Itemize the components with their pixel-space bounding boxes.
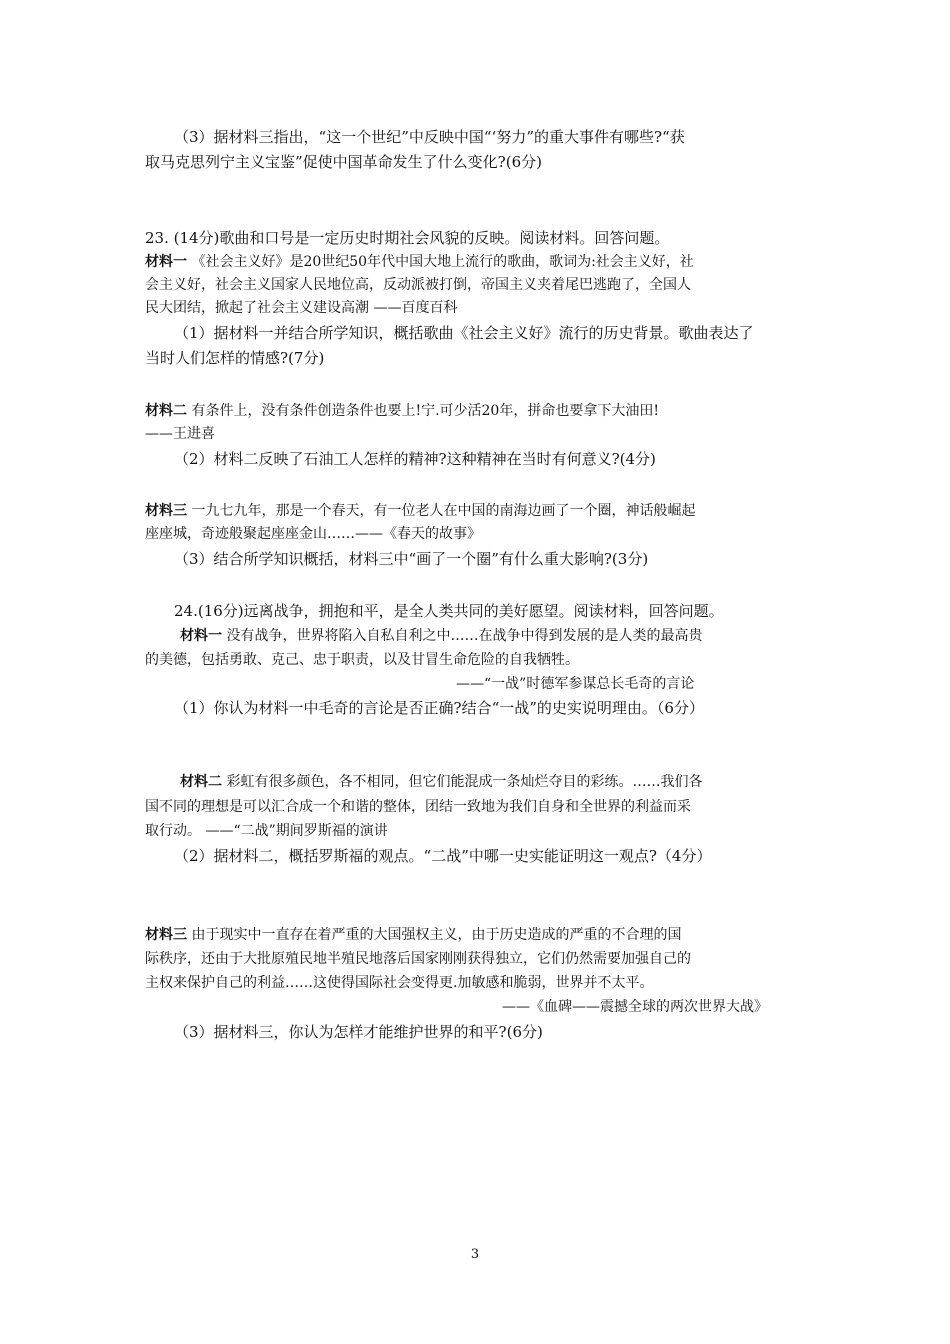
q23-material1-label: 材料一	[145, 254, 187, 270]
q24-material3-line1: 材料三 由于现实中一直存在着严重的大国强权主义，由于历史造成的严重的不合理的国	[145, 927, 682, 943]
q23-material3-label: 材料三	[145, 503, 187, 519]
q22-sub3-line2: 取马克思列宁主义宝鉴”促使中国革命发生了什么变化?(6分)	[145, 153, 542, 171]
q24-stem: 24.(16分)远离战争，拥抱和平，是全人类共同的美好愿望。阅读材料，回答问题。	[174, 602, 724, 620]
q23-material1-line3: 民大团结，掀起了社会主义建设高潮 ——百度百科	[145, 300, 458, 316]
q24-sub3: （3）据材料三，你认为怎样才能维护世界的和平?(6分)	[174, 1023, 543, 1041]
q24-material2-line3: 取行动。 ——“二战”期间罗斯福的演讲	[145, 823, 388, 839]
q23-sub1-line2: 当时人们怎样的情感?(7分)	[145, 349, 325, 367]
q23-sub3: （3）结合所学知识概括，材料三中“画了一个圈”有什么重大影响?(3分)	[174, 550, 649, 568]
q24-material3-source: ——《血碑——震撼全球的两次世界大战》	[502, 999, 768, 1015]
q24-material3-label: 材料三	[145, 927, 187, 943]
q23-material3-line1: 材料三 一九七九年，那是一个春天，有一位老人在中国的南海边画了一个圈，神话般崛起	[145, 503, 696, 519]
q24-material1-line2: 的美德，包括勇敢、克己、忠于职责，以及甘冒生命危险的自我牺牲。	[145, 652, 579, 668]
q24-material2-line2: 国不同的理想是可以汇合成一个和谐的整体，团结一致地为我们自身和全世界的利益而采	[145, 799, 691, 815]
q23-sub1-line1: （1）据材料一并结合所学知识，概括歌曲《社会主义好》流行的历史背景。歌曲表达了	[174, 324, 754, 342]
q24-material3-line3: 主权来保护自己的利益……这使得国际社会变得更.加敏感和脆弱，世界并不太平。	[145, 975, 654, 991]
q23-material2-label: 材料二	[145, 403, 187, 419]
q24-material1-source: ——“一战”时德军参谋总长毛奇的言论	[456, 676, 695, 692]
q24-material3-line2: 际秩序，还由于大批原殖民地半殖民地落后国家刚刚获得独立，它们仍然需要加强自己的	[145, 951, 691, 967]
page-number: 3	[470, 1247, 480, 1262]
q24-sub2: （2）据材料二，概括罗斯福的观点。“二战”中哪一史实能证明这一观点?（4分）	[174, 847, 712, 865]
q23-sub2: （2）材料二反映了石油工人怎样的精神?这种精神在当时有何意义?(4分)	[174, 450, 656, 468]
q23-material2-source: ——王进喜	[145, 426, 215, 442]
q24-material1-line1: 材料一 没有战争，世界将陷入自私自利之中……在战争中得到发展的是人类的最高贵	[180, 628, 703, 644]
q24-material1-label: 材料一	[180, 628, 222, 644]
q24-sub1: （1）你认为材料一中毛奇的言论是否正确?结合“一战”的史实说明理由。（6分）	[174, 699, 704, 717]
q23-material1-line2: 会主义好，社会主义国家人民地位高，反动派被打倒，帝国主义夹着尾巴逃跑了，全国人	[145, 277, 691, 293]
q23-material1-line1: 材料一 《社会主义好》是20世纪50年代中国大地上流行的歌曲，歌词为:社会主义好，社	[145, 254, 694, 270]
q23-material3-line2: 座座城，奇迹般聚起座座金山……——《春天的故事》	[145, 526, 481, 542]
q22-sub3-line1: （3）据材料三指出，“这一个世纪”中反映中国“‘努力”的重大事件有哪些?“获	[174, 128, 685, 146]
q23-stem: 23. (14分)歌曲和口号是一定历史时期社会风貌的反映。阅读材料。回答问题。	[145, 229, 670, 247]
q24-material2-line1: 材料二 彩虹有很多颜色，各不相同，但它们能混成一条灿烂夺目的彩练。……我们各	[180, 774, 703, 790]
q24-material2-label: 材料二	[180, 774, 222, 790]
q23-material2-line1: 材料二 有条件上，没有条件创造条件也要上!宁.可少活20年，拼命也要拿下大油田!	[145, 403, 659, 419]
